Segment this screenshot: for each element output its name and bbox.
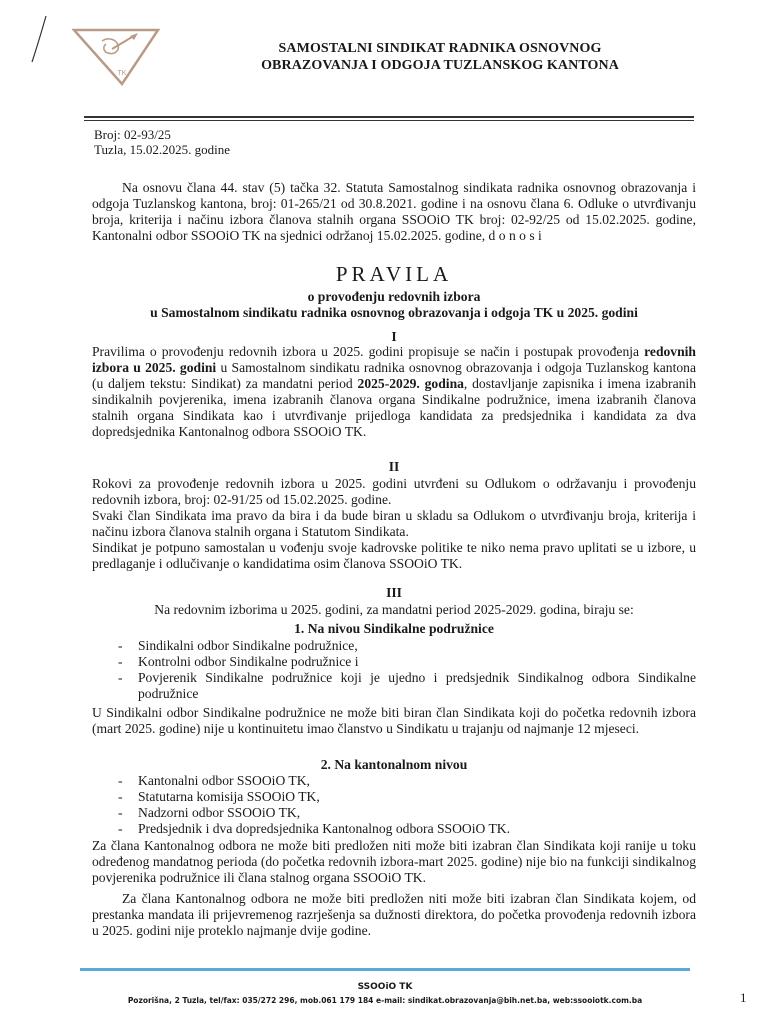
pen-mark (28, 14, 50, 64)
section-1-paragraph: Pravilima o provođenju redovnih izbora u 2025. godini propisuje se način i postupak provođenja redovnih izbora u 2025. godini u Samostalnom sindikatu radnika osnovnog obrazovanja i odgoja Tuzlanskog kantona (u daljem tekstu: Sindikat) za mandatni period 2025-2029. godina, dostavljanje zapisnika i imena izabranih sindikalnih povjerenika, imena izabranih članova organa Sindikalne podružnice, imena izabranih članova stalnih organa Sindikata kao i utvrđivanje prijedloga kandidata za predsjednika i kandidata za dva dopredsjednika Kantonalnog odbora SSOOiO TK. (92, 344, 696, 439)
section-3-intro: Na redovnim izborima u 2025. godini, za mandatni period 2025-2029. godina, biraju se: (154, 602, 634, 617)
document-subtitle-1: o provođenju redovnih izbora (307, 289, 481, 304)
section-3-heading-1: 1. Na nivou Sindikalne podružnice (294, 621, 494, 636)
document-subtitle-2: u Samostalnom sindikatu radnika osnovnog obrazovanja i odgoja TK u 2025. godini (150, 305, 638, 320)
section-3-numeral: III (386, 585, 402, 600)
org-line-2: OBRAZOVANJA I ODGOJA TUZLANSKOG KANTONA (261, 58, 619, 73)
header-rule-thick (84, 116, 694, 118)
document-number: Broj: 02-93/25 (94, 127, 171, 142)
footer-rule (80, 968, 690, 971)
section-3-paragraph-1: U Sindikalni odbor Sindikalne podružnice ne može biti biran član Sindikata koji do početka redovnih izbora (mart 2025. godine) nije u kontinuitetu imao članstvo u Sindikatu u trajanju od najmanje 12 mjeseci. (92, 705, 696, 736)
list-item: - Nadzorni odbor SSOOiO TK, (92, 805, 696, 821)
logo-text: TK (117, 70, 127, 77)
document-date: Tuzla, 15.02.2025. godine (94, 142, 231, 157)
list-item: - Statutarna komisija SSOOiO TK, (92, 789, 696, 805)
list-item: - Predsjednik i dva dopredsjednika Kantonalnog odbora SSOOiO TK. (92, 821, 696, 837)
section-3-heading-2: 2. Na kantonalnom nivou (320, 757, 468, 772)
section-3-list-1 (92, 638, 696, 702)
section-2-paragraph-2: Svaki član Sindikata ima pravo da bira i da bude biran u skladu sa Odlukom o utvrđivanju broja, kriterija i načinu izbora članova stalnih organa i Statutom Sindikata. (92, 508, 696, 539)
section-3-paragraph-3: Za člana Kantonalnog odbora ne može biti predložen niti može biti izabran član Sindikata kojem, od prestanka mandata ili prijevremenog razrješenja sa dužnosti direktora, do početka provođenja redovnih izbora u 2025. godini nije proteklo najmanje dvije godine. (92, 891, 696, 938)
document-title: PRAVILA (335, 262, 453, 286)
list-item: - Kantonalni odbor SSOOiO TK, (92, 773, 696, 789)
page-number: 1 (740, 990, 747, 1005)
section-2-paragraph-1: Rokovi za provođenje redovnih izbora u 2025. godini utvrđeni su Odlukom o održavanju i provođenju redovnih izbora, broj: 02-91/25 od 15.02.2025. godine. (92, 476, 696, 507)
union-logo (72, 27, 160, 87)
section-2-text (92, 476, 696, 572)
section-3-list-2 (92, 773, 696, 837)
section-2-numeral: II (388, 459, 400, 474)
intro-paragraph: Na osnovu člana 44. stav (5) tačka 32. Statuta Samostalnog sindikata radnika osnovnog obrazovanja i odgoja Tuzlanskog kantona, broj: 01-265/21 od 30.8.2021. godine i na osnovu člana 6. Odluke o utvrđivanju broja, kriterija i načinu izbora članova stalnih organa SSOOiO TK broj: 02-92/25 od 15.02.2025. godine, Kantonalni odbor SSOOiO TK na sjednici održanoj 15.02.2025. godine, d o n o s i (92, 180, 696, 243)
footer-contact: Pozorišna, 2 Tuzla, tel/fax: 035/272 296, mob.061 179 184 e-mail: sindikat.obrazovanja@bih.net.ba, web:ssooiotk.com.ba (127, 996, 643, 1005)
header-rule-thin (84, 120, 694, 121)
list-item: - Povjerenik Sindikalne podružnice koji je ujedno i predsjednik Sindikalnog odbora Sindikalne podružnice (92, 670, 696, 702)
list-item: - Kontrolni odbor Sindikalne podružnice i (92, 654, 696, 670)
list-item: - Sindikalni odbor Sindikalne podružnice, (92, 638, 696, 654)
section-3-paragraph-2: Za člana Kantonalnog odbora ne može biti predložen niti može biti izabran član Sindikata koji ranije u toku određenog mandatnog perioda (do početka redovnih izbora-mart 2025. godine) nije bio na funkciji sindikalnog povjerenika podružnice ili člana stalnog organa SSOOiO TK. (92, 838, 696, 885)
section-2-paragraph-3: Sindikat je potpuno samostalan u vođenju svoje kadrovske politike te niko nema pravo uplitati se u izbore, u predlaganje i odlučivanje o kandidatima osim članova SSOOiO TK. (92, 540, 696, 571)
section-1-numeral: I (391, 329, 397, 344)
org-line-1: SAMOSTALNI SINDIKAT RADNIKA OSNOVNOG (278, 41, 602, 56)
org-header (160, 40, 720, 74)
footer-name: SSOOiO TK (357, 982, 413, 992)
